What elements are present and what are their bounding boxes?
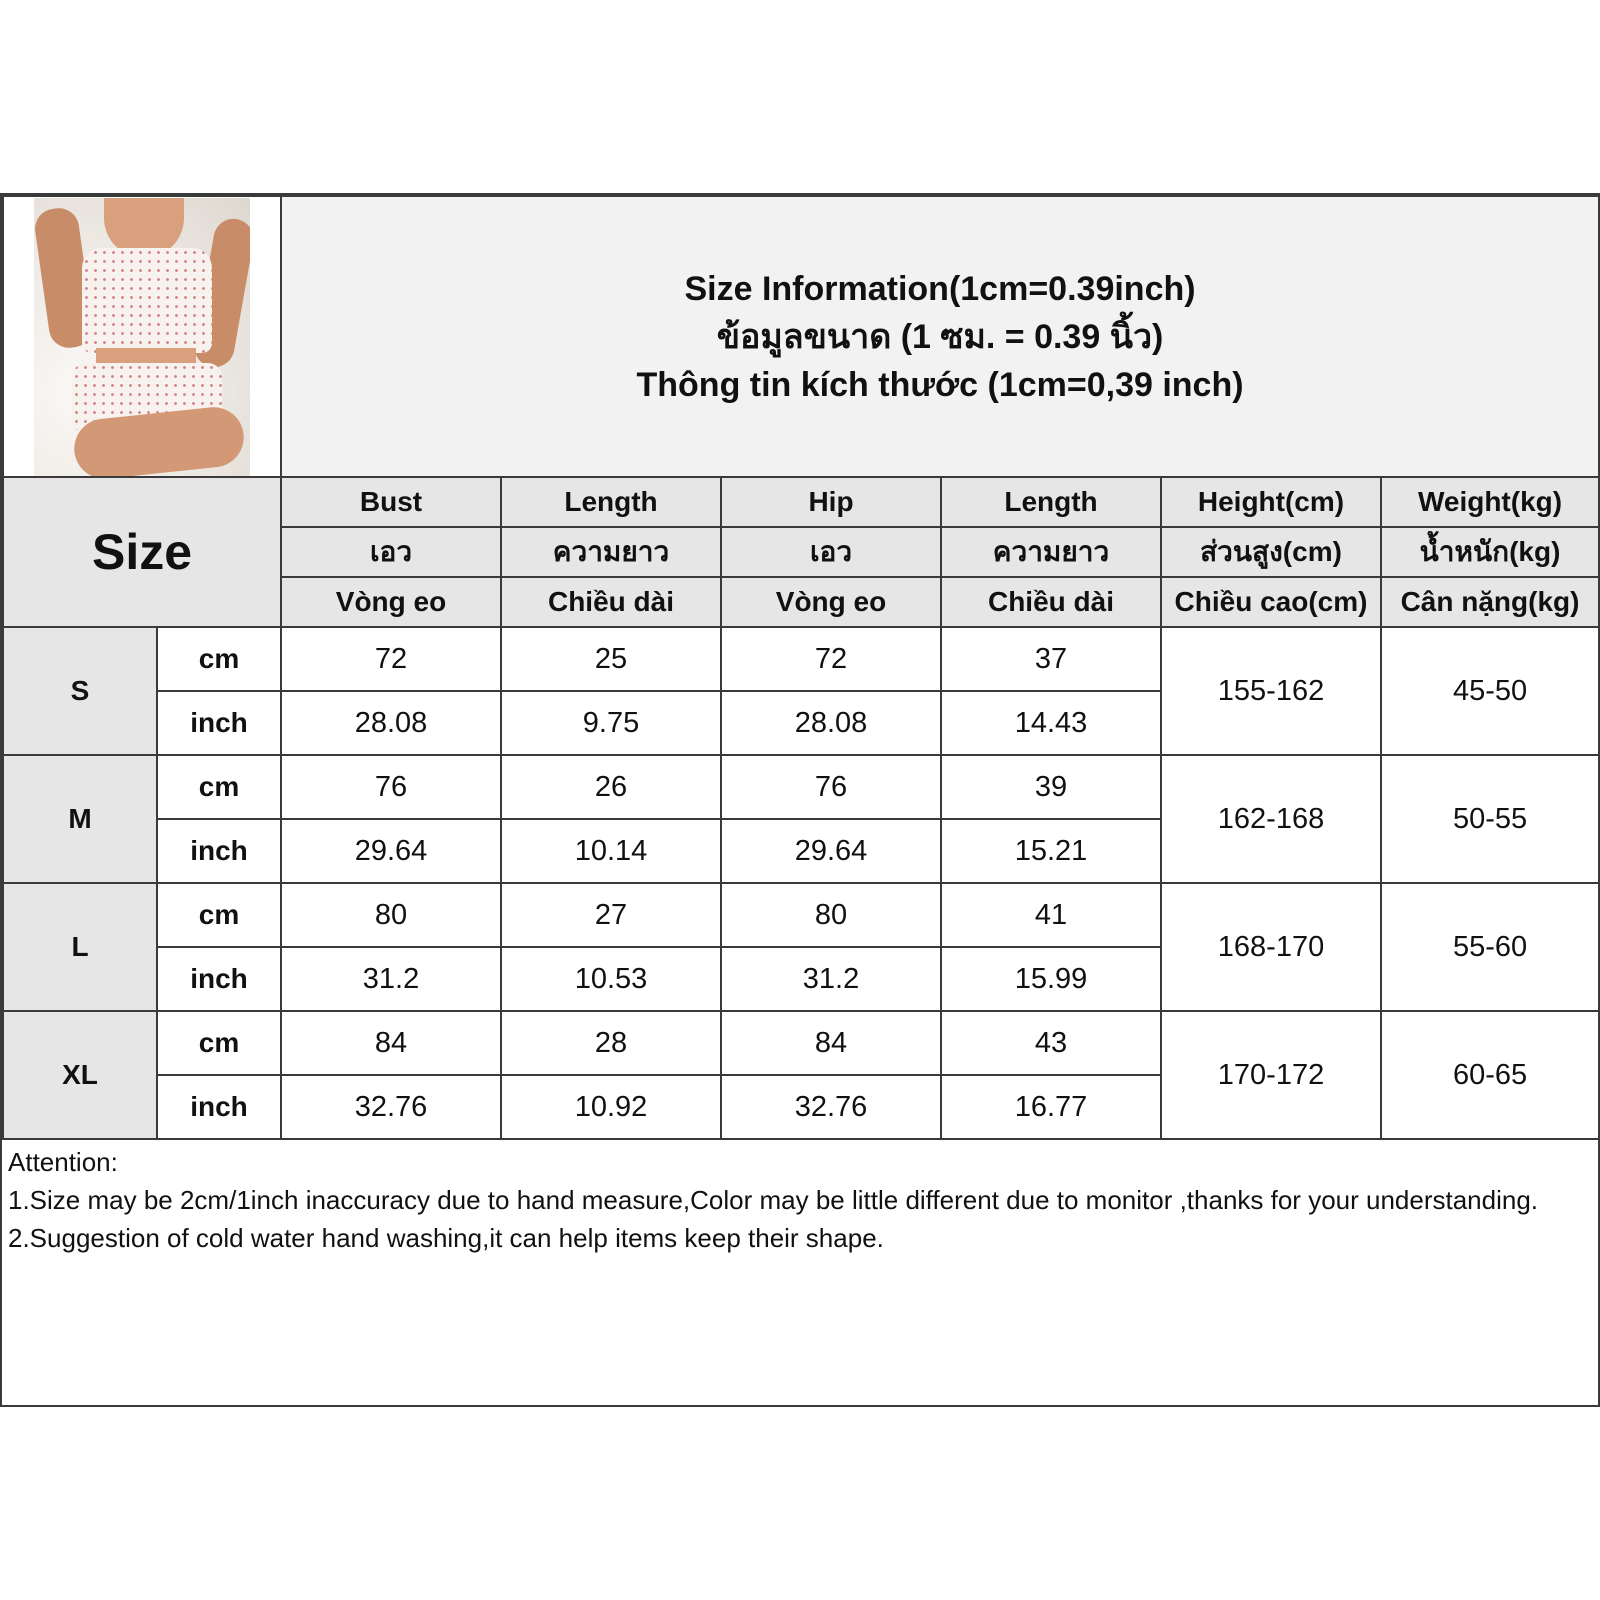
col-header-th: ความยาว	[941, 527, 1161, 577]
table-cell: 80	[721, 883, 941, 947]
height-cell: 170-172	[1161, 1011, 1381, 1139]
table-cell: 10.92	[501, 1075, 721, 1139]
unit-label: inch	[157, 819, 281, 883]
unit-label: cm	[157, 627, 281, 691]
table-cell: 9.75	[501, 691, 721, 755]
col-header-th: เอว	[281, 527, 501, 577]
table-cell: 28.08	[281, 691, 501, 755]
size-label: XL	[3, 1011, 157, 1139]
table-cell: 37	[941, 627, 1161, 691]
unit-label: inch	[157, 1075, 281, 1139]
table-cell: 28	[501, 1011, 721, 1075]
table-cell: 31.2	[721, 947, 941, 1011]
product-photo-cell	[3, 196, 281, 477]
col-header-th: เอว	[721, 527, 941, 577]
height-cell: 155-162	[1161, 627, 1381, 755]
table-cell: 43	[941, 1011, 1161, 1075]
table-cell: 14.43	[941, 691, 1161, 755]
table-cell: 32.76	[281, 1075, 501, 1139]
col-header-en: Length	[501, 477, 721, 527]
weight-cell: 50-55	[1381, 755, 1599, 883]
col-header-vi: Vòng eo	[721, 577, 941, 627]
size-header: Size	[3, 477, 281, 627]
title-block	[281, 196, 1599, 477]
col-header-vi: Chiều dài	[941, 577, 1161, 627]
unit-label: cm	[157, 883, 281, 947]
size-table	[2, 195, 1600, 1140]
col-header-en: Length	[941, 477, 1161, 527]
table-cell: 15.21	[941, 819, 1161, 883]
col-header-en: Bust	[281, 477, 501, 527]
size-chart	[0, 193, 1600, 1407]
title-vi: Thông tin kích thước (1cm=0,39 inch)	[636, 365, 1244, 404]
note-line: 1.Size may be 2cm/1inch inaccuracy due to hand measure,Color may be little different due to monitor ,thanks for your understanding.	[8, 1185, 1539, 1215]
title-en: Size Information(1cm=0.39inch)	[684, 269, 1196, 308]
note-line: 2.Suggestion of cold water hand washing,it can help items keep their shape.	[8, 1223, 884, 1253]
col-header-th: ความยาว	[501, 527, 721, 577]
table-cell: 72	[721, 627, 941, 691]
table-cell: 76	[721, 755, 941, 819]
unit-label: inch	[157, 947, 281, 1011]
table-cell: 25	[501, 627, 721, 691]
table-cell: 41	[941, 883, 1161, 947]
table-cell: 10.14	[501, 819, 721, 883]
product-photo	[34, 198, 250, 476]
col-header-th: น้ำหนัก(kg)	[1381, 527, 1599, 577]
table-cell: 76	[281, 755, 501, 819]
col-header-vi: Chiều dài	[501, 577, 721, 627]
col-header-vi: Chiều cao(cm)	[1161, 577, 1381, 627]
col-header-vi: Vòng eo	[281, 577, 501, 627]
col-header-th: ส่วนสูง(cm)	[1161, 527, 1381, 577]
col-header-en: Hip	[721, 477, 941, 527]
table-cell: 84	[281, 1011, 501, 1075]
table-cell: 39	[941, 755, 1161, 819]
unit-label: inch	[157, 691, 281, 755]
table-cell: 31.2	[281, 947, 501, 1011]
table-cell: 15.99	[941, 947, 1161, 1011]
table-cell: 28.08	[721, 691, 941, 755]
table-cell: 80	[281, 883, 501, 947]
unit-label: cm	[157, 1011, 281, 1075]
table-cell: 16.77	[941, 1075, 1161, 1139]
height-cell: 162-168	[1161, 755, 1381, 883]
weight-cell: 60-65	[1381, 1011, 1599, 1139]
col-header-en: Height(cm)	[1161, 477, 1381, 527]
attention-notes	[8, 1143, 1592, 1257]
weight-cell: 55-60	[1381, 883, 1599, 1011]
table-cell: 72	[281, 627, 501, 691]
table-cell: 10.53	[501, 947, 721, 1011]
table-cell: 29.64	[281, 819, 501, 883]
size-label: L	[3, 883, 157, 1011]
size-label: M	[3, 755, 157, 883]
table-cell: 29.64	[721, 819, 941, 883]
unit-label: cm	[157, 755, 281, 819]
col-header-en: Weight(kg)	[1381, 477, 1599, 527]
table-cell: 84	[721, 1011, 941, 1075]
table-cell: 26	[501, 755, 721, 819]
size-label: S	[3, 627, 157, 755]
table-cell: 32.76	[721, 1075, 941, 1139]
col-header-vi: Cân nặng(kg)	[1381, 577, 1599, 627]
weight-cell: 45-50	[1381, 627, 1599, 755]
title-th: ข้อมูลขนาด (1 ซม. = 0.39 นิ้ว)	[716, 317, 1164, 356]
notes-heading: Attention:	[8, 1147, 118, 1177]
table-cell: 27	[501, 883, 721, 947]
height-cell: 168-170	[1161, 883, 1381, 1011]
